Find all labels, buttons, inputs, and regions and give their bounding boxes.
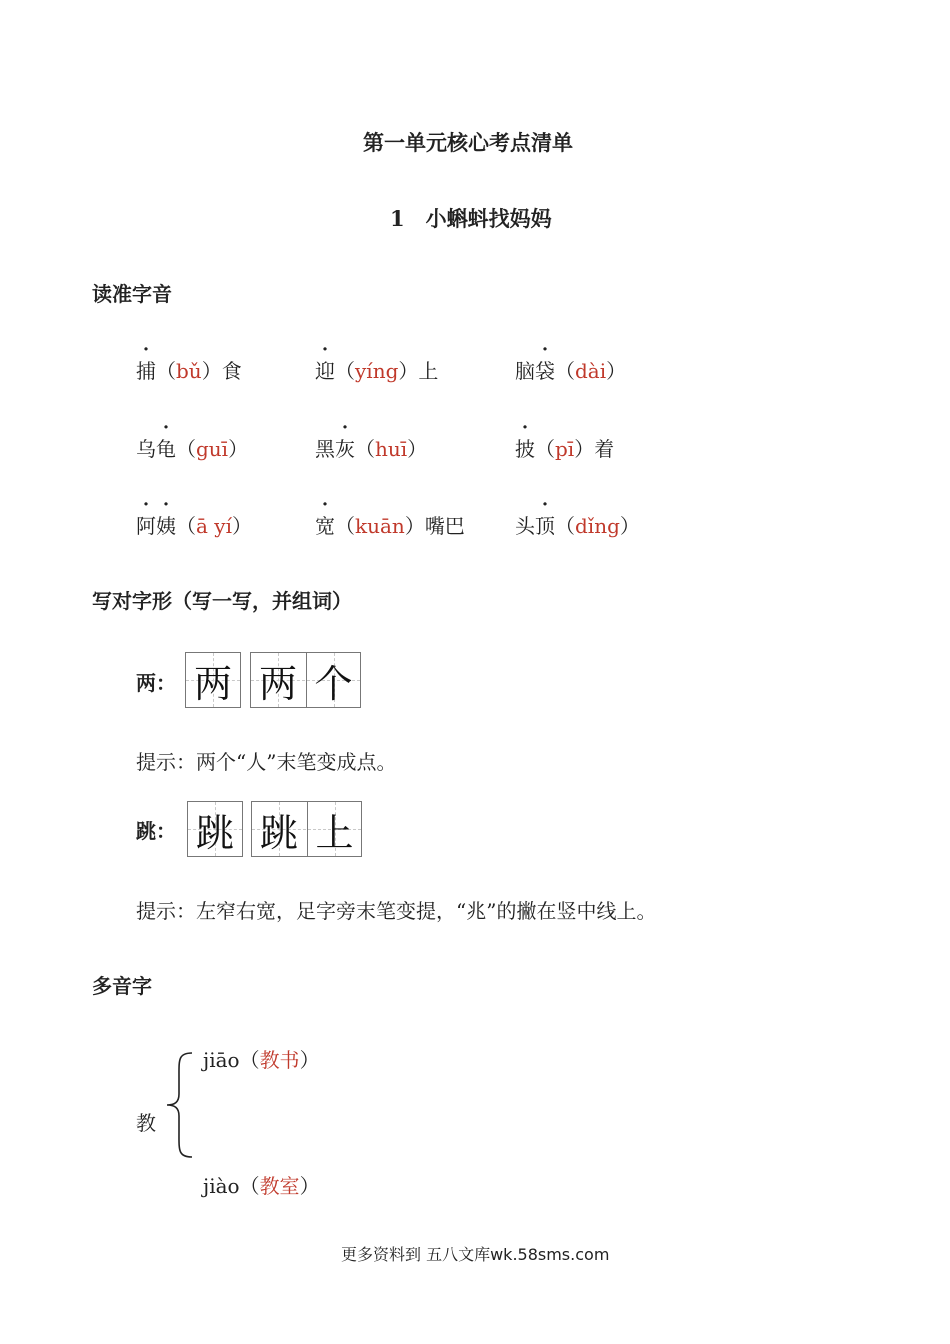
tianzige-word (251, 801, 362, 857)
dotted-char: 披 (515, 437, 535, 461)
tianzige-single (187, 801, 243, 857)
word-suffix: 上 (418, 359, 439, 383)
brace-icon (162, 1050, 196, 1160)
reading-word: 教书 (259, 1048, 300, 1072)
tianzige-single (185, 652, 241, 708)
word-prefix: 脑 (515, 359, 535, 383)
paren-close: ） (299, 1048, 320, 1072)
word-prefix: 头 (515, 514, 535, 538)
footer-text: 更多资料到 五八文库wk.58sms.com (341, 1245, 610, 1264)
pron-item (136, 510, 252, 539)
reading-word: 教室 (259, 1174, 300, 1198)
writing-tip: 提示：左窄右宽，足字旁末笔变提，“兆”的撇在竖中线上。 (136, 899, 657, 923)
tianzige-cell (252, 802, 306, 856)
section-polyphone: 多音字 (92, 974, 152, 998)
tianzige-cell (307, 802, 361, 856)
paren-close: ） (228, 437, 249, 461)
dotted-char: 宽 (315, 514, 335, 538)
pron-item (136, 355, 242, 384)
reading-2 (203, 1170, 320, 1199)
reading-pinyin: jiāo (203, 1048, 240, 1072)
dotted-char: 顶 (535, 514, 555, 538)
paren-open: （ (335, 514, 355, 538)
dotted-char: 捕 (136, 359, 156, 383)
practice-char: 两 (193, 661, 232, 706)
paren-close: ） (231, 514, 252, 538)
pinyin: bǔ (176, 359, 202, 383)
pinyin: dǐng (575, 514, 620, 538)
paren-open: （ (156, 359, 176, 383)
paren-open: （ (555, 359, 575, 383)
reading-1 (203, 1044, 320, 1073)
paren-open: （ (239, 1174, 260, 1198)
pinyin: dài (575, 359, 607, 383)
pinyin: huī (375, 437, 408, 461)
section-writing: 写对字形（写一写，并组词） (92, 589, 352, 613)
word-suffix: 着 (594, 437, 615, 461)
pinyin: pī (555, 437, 575, 461)
dotted-char: 阿 (136, 514, 156, 538)
writing-label: 跳： (136, 819, 176, 843)
writing-label: 两： (136, 671, 176, 695)
paren-open: （ (176, 437, 196, 461)
pron-item (515, 510, 640, 539)
dotted-char: 袋 (535, 359, 555, 383)
word-suffix: 食 (221, 359, 242, 383)
dotted-char: 迎 (315, 359, 335, 383)
pinyin: ā yí (196, 514, 232, 538)
reading-pinyin: jiào (203, 1174, 240, 1198)
word-char: 上 (315, 810, 354, 855)
paren-open: （ (239, 1048, 260, 1072)
word-char: 个 (314, 661, 353, 706)
dotted-char: 灰 (335, 437, 355, 461)
tianzige-cell (251, 653, 305, 707)
paren-close: ） (201, 359, 222, 383)
pron-item (515, 433, 614, 462)
paren-open: （ (176, 514, 196, 538)
tianzige-cell (306, 653, 360, 707)
word-char: 跳 (259, 810, 298, 855)
paren-close: ） (619, 514, 640, 538)
pron-item (515, 355, 626, 384)
polyphone-char: 教 (136, 1111, 156, 1135)
paren-open: （ (555, 514, 575, 538)
paren-close: ） (404, 514, 425, 538)
pron-item (315, 433, 427, 462)
dotted-char: 姨 (156, 514, 176, 538)
word-prefix: 黑 (315, 437, 335, 461)
paren-close: ） (574, 437, 595, 461)
page-title: 第一单元核心考点清单 (363, 130, 573, 155)
pinyin: guī (196, 437, 229, 461)
section-pronunciation: 读准字音 (92, 282, 172, 306)
dotted-char: 龟 (156, 437, 176, 461)
pron-item (315, 355, 438, 384)
pinyin: yíng (355, 359, 399, 383)
paren-open: （ (535, 437, 555, 461)
paren-open: （ (355, 437, 375, 461)
pinyin: kuān (355, 514, 405, 538)
writing-tip: 提示：两个“人”末笔变成点。 (136, 750, 397, 774)
lesson-title: 1 小蝌蚪找妈妈 (390, 206, 552, 231)
paren-close: ） (299, 1174, 320, 1198)
pron-item (315, 510, 465, 539)
paren-close: ） (606, 359, 627, 383)
paren-close: ） (407, 437, 428, 461)
word-prefix: 乌 (136, 437, 156, 461)
word-char: 两 (258, 661, 297, 706)
tianzige-cell (188, 802, 242, 856)
practice-char: 跳 (195, 810, 234, 855)
tianzige-cell (186, 653, 240, 707)
paren-open: （ (335, 359, 355, 383)
pron-item (136, 433, 248, 462)
paren-close: ） (398, 359, 419, 383)
tianzige-word (250, 652, 361, 708)
word-suffix: 嘴巴 (424, 514, 465, 538)
